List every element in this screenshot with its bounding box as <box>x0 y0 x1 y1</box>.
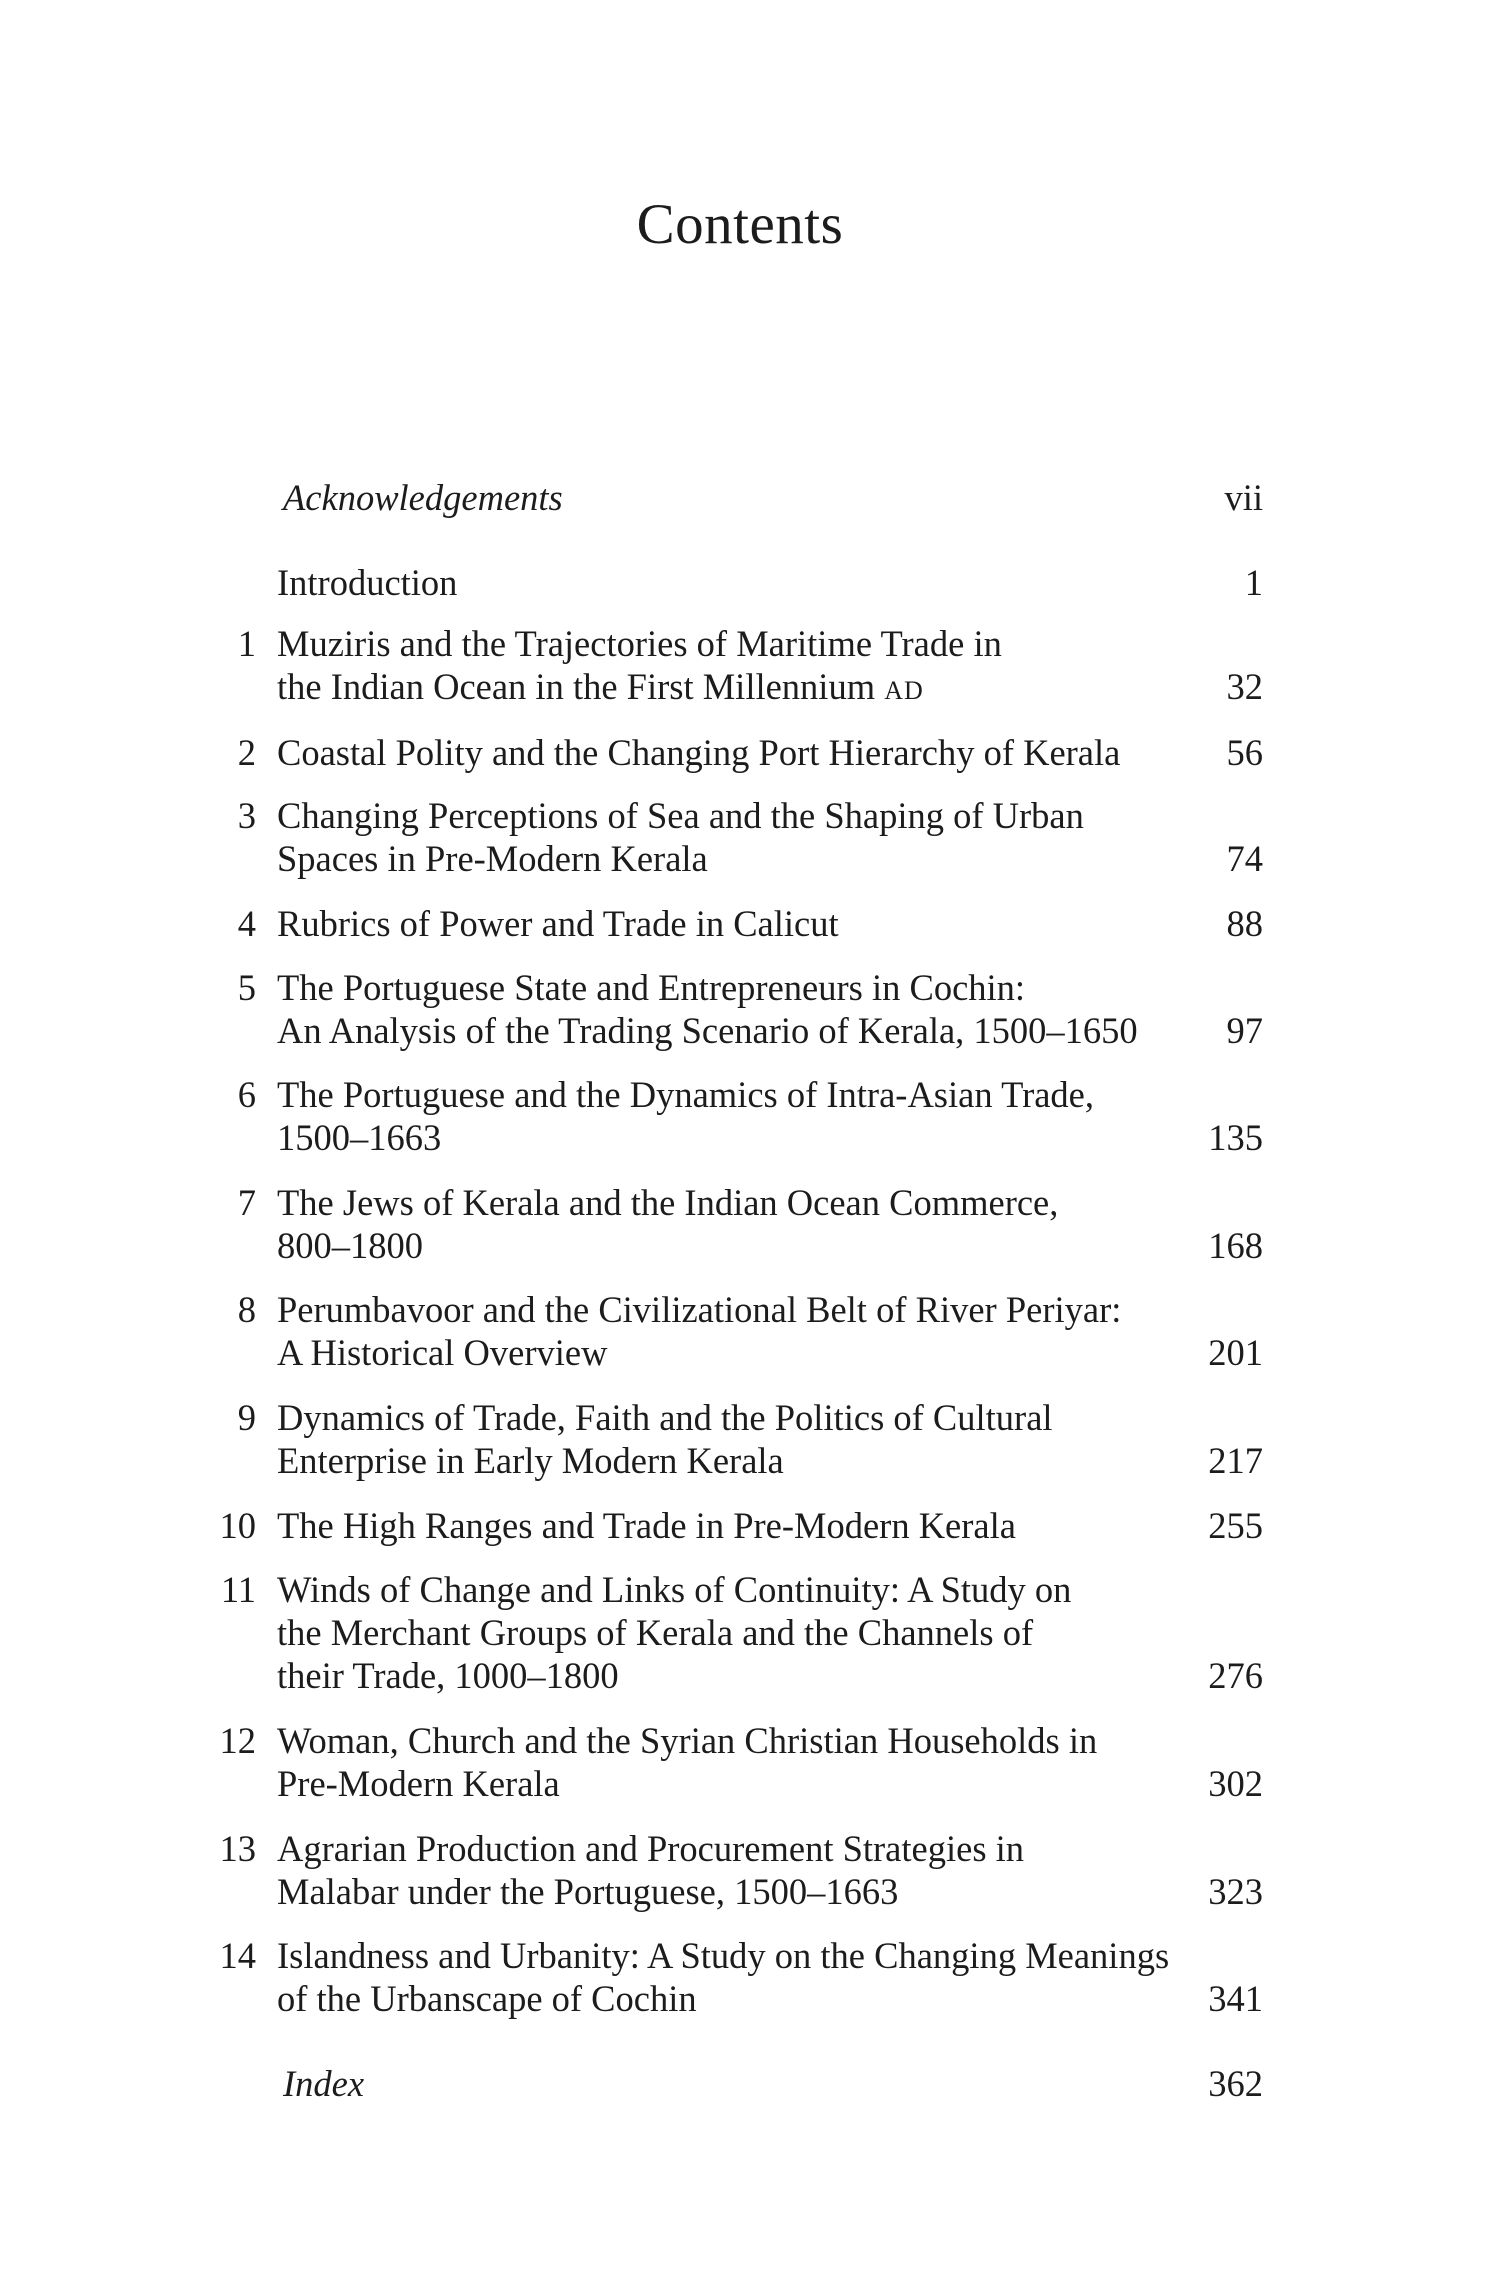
toc-entry-index <box>0 2062 1500 2105</box>
toc-entry-title: The Jews of Kerala and the Indian Ocean Commerce, 800–1800 <box>277 1182 1059 1266</box>
toc-entry-page: 56 <box>1226 732 1263 773</box>
toc-entry-introduction <box>0 561 1500 604</box>
toc-entry-title-text: Muziris and the Trajectories of Maritime Trade in the Indian Ocean in the First Millennium <box>277 623 1002 707</box>
toc-entry-page: 302 <box>1208 1763 1263 1804</box>
chapter-number: 6 <box>237 1074 256 1115</box>
chapter-number: 1 <box>237 623 256 664</box>
chapter-number: 7 <box>237 1182 256 1223</box>
toc-entry-chapter-8 <box>0 1288 1500 1374</box>
toc-entry-page: vii <box>1224 477 1263 518</box>
toc-entry-page: 276 <box>1208 1655 1263 1696</box>
toc-entry-title: The High Ranges and Trade in Pre-Modern Kerala <box>277 1505 1016 1546</box>
toc-entry-title: Acknowledgements <box>283 477 563 518</box>
toc-entry-page: 362 <box>1208 2063 1263 2104</box>
toc-entry-chapter-4 <box>0 902 1500 945</box>
toc-entry-title: Introduction <box>277 562 458 603</box>
toc-entry-chapter-6 <box>0 1073 1500 1159</box>
page-title: Contents <box>636 193 844 256</box>
toc-entry-page: 74 <box>1226 838 1263 879</box>
toc-entry-page: 201 <box>1208 1332 1263 1373</box>
toc-entry-chapter-9 <box>0 1396 1500 1482</box>
chapter-number: 12 <box>219 1720 256 1761</box>
toc-entry-title: Winds of Change and Links of Continuity: A Study on the Merchant Groups of Kerala and the Channels of their Trade, 1000–1800 <box>277 1569 1072 1696</box>
toc-entry-page: 1 <box>1244 562 1263 603</box>
toc-entry-title: Changing Perceptions of Sea and the Shaping of Urban Spaces in Pre-Modern Kerala <box>277 795 1084 879</box>
toc-entry-title: Agrarian Production and Procurement Strategies in Malabar under the Portuguese, 1500–1663 <box>277 1828 1025 1912</box>
chapter-number: 8 <box>237 1289 256 1330</box>
chapter-number: 4 <box>237 903 256 944</box>
chapter-number: 10 <box>219 1505 256 1546</box>
toc-entry-page: 135 <box>1208 1117 1263 1158</box>
toc-entry-page: 323 <box>1208 1871 1263 1912</box>
toc-entry-page: 88 <box>1226 903 1263 944</box>
toc-entry-page: 217 <box>1208 1440 1263 1481</box>
chapter-number: 3 <box>237 795 256 836</box>
toc-entry-chapter-5 <box>0 966 1500 1052</box>
toc-entry-chapter-7 <box>0 1181 1500 1267</box>
toc-entry-page: 168 <box>1208 1225 1263 1266</box>
toc-entry-chapter-11 <box>0 1568 1500 1697</box>
toc-entry-title: Rubrics of Power and Trade in Calicut <box>277 903 839 944</box>
toc-entry-chapter-13 <box>0 1827 1500 1913</box>
toc-entry-chapter-14 <box>0 1934 1500 2020</box>
toc-entry-chapter-3 <box>0 794 1500 880</box>
toc-entry-chapter-2 <box>0 731 1500 774</box>
toc-entry-chapter-12 <box>0 1719 1500 1805</box>
toc-entry-page: 255 <box>1208 1505 1263 1546</box>
toc-entry-title: Dynamics of Trade, Faith and the Politics of Cultural Enterprise in Early Modern Kerala <box>277 1397 1053 1481</box>
toc-entry-acknowledgements <box>0 476 1500 519</box>
toc-entry-page: 97 <box>1226 1010 1263 1051</box>
toc-entry-chapter-1 <box>0 622 1500 708</box>
chapter-number: 11 <box>220 1569 256 1610</box>
toc-entry-title: Coastal Polity and the Changing Port Hierarchy of Kerala <box>277 732 1121 773</box>
chapter-number: 14 <box>219 1935 256 1976</box>
chapter-number: 9 <box>237 1397 256 1438</box>
toc-entry-title: Woman, Church and the Syrian Christian Households in Pre-Modern Kerala <box>277 1720 1098 1804</box>
chapter-number: 13 <box>219 1828 256 1869</box>
toc-entry-page: 32 <box>1226 666 1263 707</box>
toc-entry-title: Index <box>283 2063 365 2104</box>
toc-entry-title: Islandness and Urbanity: A Study on the Changing Meanings of the Urbanscape of Cochin <box>277 1935 1170 2019</box>
chapter-number: 5 <box>237 967 256 1008</box>
toc-entry-page: 341 <box>1208 1978 1263 2019</box>
toc-entry-title <box>277 622 1177 712</box>
era-abbreviation: AD <box>884 676 924 705</box>
toc-entry-title: The Portuguese and the Dynamics of Intra-Asian Trade, 1500–1663 <box>277 1074 1095 1158</box>
toc-entry-title: Perumbavoor and the Civilizational Belt of River Periyar: A Historical Overview <box>277 1289 1122 1373</box>
toc-entry-chapter-10 <box>0 1504 1500 1547</box>
chapter-number: 2 <box>237 732 256 773</box>
toc-entry-title: The Portuguese State and Entrepreneurs in Cochin: An Analysis of the Trading Scenario of Kerala, 1500–1650 <box>277 967 1138 1051</box>
